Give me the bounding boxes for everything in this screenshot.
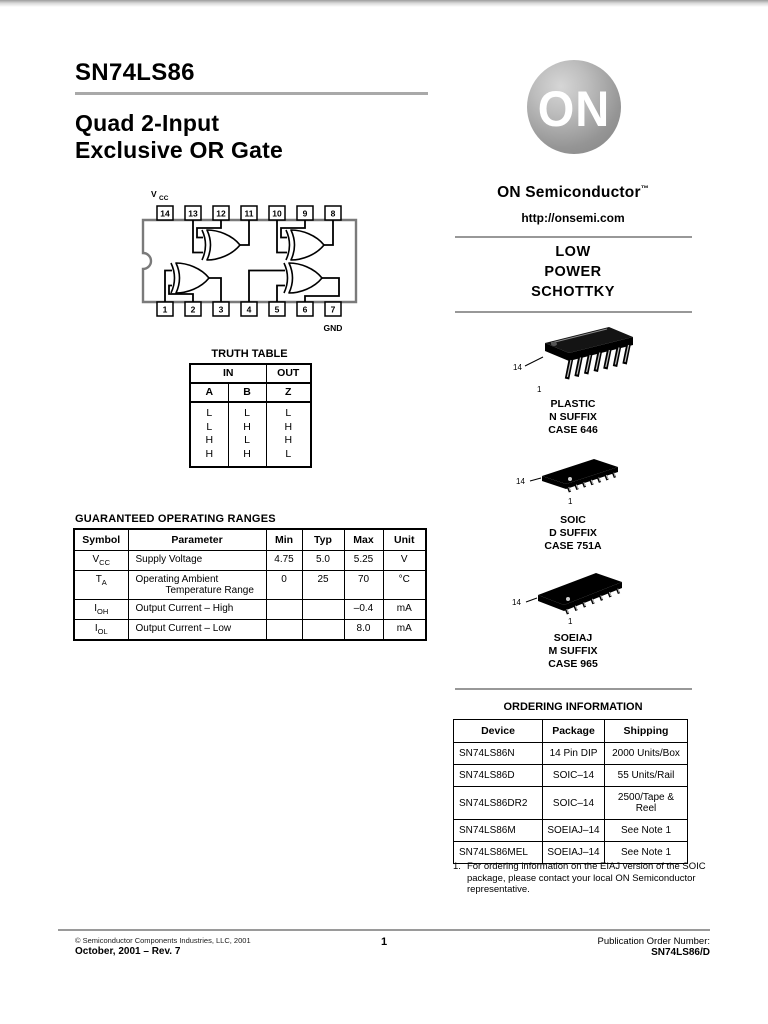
truth-col-z: Z — [266, 383, 311, 402]
revision-date: October, 2001 – Rev. 7 — [75, 946, 181, 957]
col-header-max: Max — [344, 529, 383, 551]
truth-cell: H — [228, 421, 266, 435]
pin1-label: 1 — [537, 385, 542, 394]
max-cell: 70 — [344, 571, 383, 600]
operating-ranges-table — [73, 528, 427, 641]
table-row — [454, 720, 688, 743]
soic-package-label: SOIC D SUFFIX CASE 751A — [544, 514, 602, 552]
dip-package-label: PLASTIC N SUFFIX CASE 646 — [548, 398, 598, 436]
min-cell: 0 — [266, 571, 302, 600]
footer-divider — [58, 929, 710, 931]
min-cell — [266, 600, 302, 620]
truth-table-title: TRUTH TABLE — [211, 348, 288, 360]
parameter-cell: Supply Voltage — [128, 551, 266, 571]
subtitle-line2: Exclusive OR Gate — [75, 137, 283, 163]
svg-text:6: 6 — [302, 304, 308, 315]
col-header-device: Device — [454, 720, 543, 743]
package-cell: SOIC–14 — [543, 765, 605, 787]
svg-text:5: 5 — [274, 304, 280, 315]
col-header-typ: Typ — [302, 529, 344, 551]
table-row — [454, 787, 688, 820]
truth-col-b: B — [228, 383, 266, 402]
truth-cell: H — [190, 434, 228, 448]
col-header-package: Package — [543, 720, 605, 743]
pin1-label: 1 — [568, 617, 573, 626]
shipping-cell: See Note 1 — [605, 842, 688, 864]
max-cell: 8.0 — [344, 620, 383, 641]
page-number: 1 — [380, 936, 388, 948]
device-cell: SN74LS86MEL — [454, 842, 543, 864]
typ-cell: 25 — [302, 571, 344, 600]
symbol-cell: $V_{CC}$ — [74, 551, 128, 571]
table-row — [74, 571, 426, 600]
svg-text:7: 7 — [330, 304, 336, 315]
truth-cell: H — [190, 448, 228, 468]
unit-cell: V — [383, 551, 426, 571]
parameter-cell: Operating Ambient Temperature Range — [128, 571, 266, 600]
website-link[interactable]: http://onsemi.com — [521, 211, 625, 225]
truth-group-out: OUT — [266, 364, 311, 383]
shipping-cell: 2000 Units/Box — [605, 743, 688, 765]
truth-table — [189, 363, 312, 468]
ordering-information-title: ORDERING INFORMATION — [503, 701, 643, 713]
col-header-symbol: Symbol — [74, 529, 128, 551]
truth-cell: L — [190, 402, 228, 421]
note-number: 1. — [453, 861, 461, 872]
package-cell: SOIC–14 — [543, 787, 605, 820]
truth-group-in: IN — [190, 364, 266, 383]
package-cell: SOEIAJ–14 — [543, 820, 605, 842]
vcc-label: V — [151, 189, 157, 199]
svg-text:2: 2 — [190, 304, 196, 315]
soeiaj-package-image — [508, 566, 640, 634]
trademark-symbol: ™ — [640, 184, 649, 193]
table-row — [454, 743, 688, 765]
device-cell: SN74LS86D — [454, 765, 543, 787]
pin14-label: 14 — [513, 363, 522, 372]
table-row — [190, 383, 311, 402]
ordering-information-table — [453, 719, 688, 864]
truth-cell: H — [284, 434, 293, 446]
soic-package-image — [512, 452, 636, 516]
shipping-cell: See Note 1 — [605, 820, 688, 842]
svg-text:8: 8 — [330, 208, 336, 219]
copyright-text: © Semiconductor Components Industries, LLC, 2001 — [75, 936, 251, 945]
device-cell: SN74LS86DR2 — [454, 787, 543, 820]
shipping-cell: 55 Units/Rail — [605, 765, 688, 787]
typ-cell: 5.0 — [302, 551, 344, 571]
table-row — [190, 448, 311, 468]
svg-text:10: 10 — [272, 208, 282, 219]
pin14-label: 14 — [512, 598, 521, 607]
truth-cell: L — [228, 434, 266, 448]
table-row — [190, 421, 311, 435]
logic-family-label: LOW POWER SCHOTTKY — [531, 244, 615, 300]
table-row — [190, 402, 311, 421]
logo-text: ON — [537, 80, 611, 137]
pin1-label: 1 — [568, 497, 573, 506]
publication-order-number: SN74LS86/D — [651, 947, 710, 958]
unit-cell: °C — [383, 571, 426, 600]
vcc-sub-label: CC — [159, 195, 169, 202]
svg-text:11: 11 — [244, 208, 254, 219]
divider — [455, 236, 692, 238]
package-cell: SOEIAJ–14 — [543, 842, 605, 864]
soeiaj-package-label: SOEIAJ M SUFFIX CASE 965 — [548, 632, 598, 670]
divider — [455, 311, 692, 313]
table-row — [74, 600, 426, 620]
pin-connection-diagram — [123, 180, 393, 342]
publication-order-label: Publication Order Number: — [597, 936, 710, 947]
shipping-cell: 2500/Tape & Reel — [605, 787, 688, 820]
device-cell: SN74LS86M — [454, 820, 543, 842]
typ-cell — [302, 600, 344, 620]
on-semiconductor-logo — [527, 60, 621, 154]
table-row — [74, 551, 426, 571]
svg-text:13: 13 — [188, 208, 198, 219]
pin14-label: 14 — [516, 477, 525, 486]
unit-cell: mA — [383, 600, 426, 620]
min-cell — [266, 620, 302, 641]
svg-text:14: 14 — [160, 208, 170, 219]
divider — [455, 688, 692, 690]
symbol-cell: $T_A$ — [74, 571, 128, 600]
table-row — [190, 364, 311, 383]
symbol-cell: $I_{OH}$ — [74, 600, 128, 620]
min-cell: 4.75 — [266, 551, 302, 571]
svg-text:1: 1 — [162, 304, 168, 315]
max-cell: 5.25 — [344, 551, 383, 571]
operating-ranges-title: GUARANTEED OPERATING RANGES — [75, 513, 276, 525]
truth-cell: L — [285, 407, 292, 419]
truth-cell: H — [228, 448, 266, 468]
col-header-parameter: Parameter — [128, 529, 266, 551]
scan-edge-shadow — [0, 0, 768, 7]
truth-cell: L — [285, 447, 292, 460]
title-divider — [75, 92, 428, 95]
col-header-unit: Unit — [383, 529, 426, 551]
truth-cell: L — [228, 402, 266, 421]
table-row — [190, 434, 311, 448]
col-header-min: Min — [266, 529, 302, 551]
dip-package-image — [505, 317, 645, 402]
col-header-shipping: Shipping — [605, 720, 688, 743]
svg-text:3: 3 — [218, 304, 224, 315]
package-cell: 14 Pin DIP — [543, 743, 605, 765]
table-row — [454, 765, 688, 787]
max-cell: –0.4 — [344, 600, 383, 620]
svg-text:9: 9 — [302, 208, 308, 219]
table-row — [74, 529, 426, 551]
brand-name: ON Semiconductor™ — [497, 184, 649, 202]
part-number-title: SN74LS86 — [75, 59, 195, 86]
typ-cell — [302, 620, 344, 641]
truth-cell: L — [190, 421, 228, 435]
svg-text:12: 12 — [216, 208, 226, 219]
note-text: For ordering information on the EIAJ version of the SOIC package, please contact your local ON Semiconductor representative. — [466, 861, 706, 895]
svg-text:4: 4 — [246, 304, 252, 315]
parameter-cell: Output Current – High — [128, 600, 266, 620]
table-row — [74, 620, 426, 641]
truth-cell: H — [284, 420, 293, 433]
gnd-label: GND — [323, 323, 343, 333]
parameter-cell: Output Current – Low — [128, 620, 266, 641]
subtitle-line1: Quad 2-Input — [75, 110, 220, 136]
ordering-note — [453, 861, 707, 896]
table-row — [454, 820, 688, 842]
symbol-cell: $I_{OL}$ — [74, 620, 128, 641]
device-description-title — [75, 110, 283, 164]
unit-cell: mA — [383, 620, 426, 641]
truth-col-a: A — [190, 383, 228, 402]
device-cell: SN74LS86N — [454, 743, 543, 765]
